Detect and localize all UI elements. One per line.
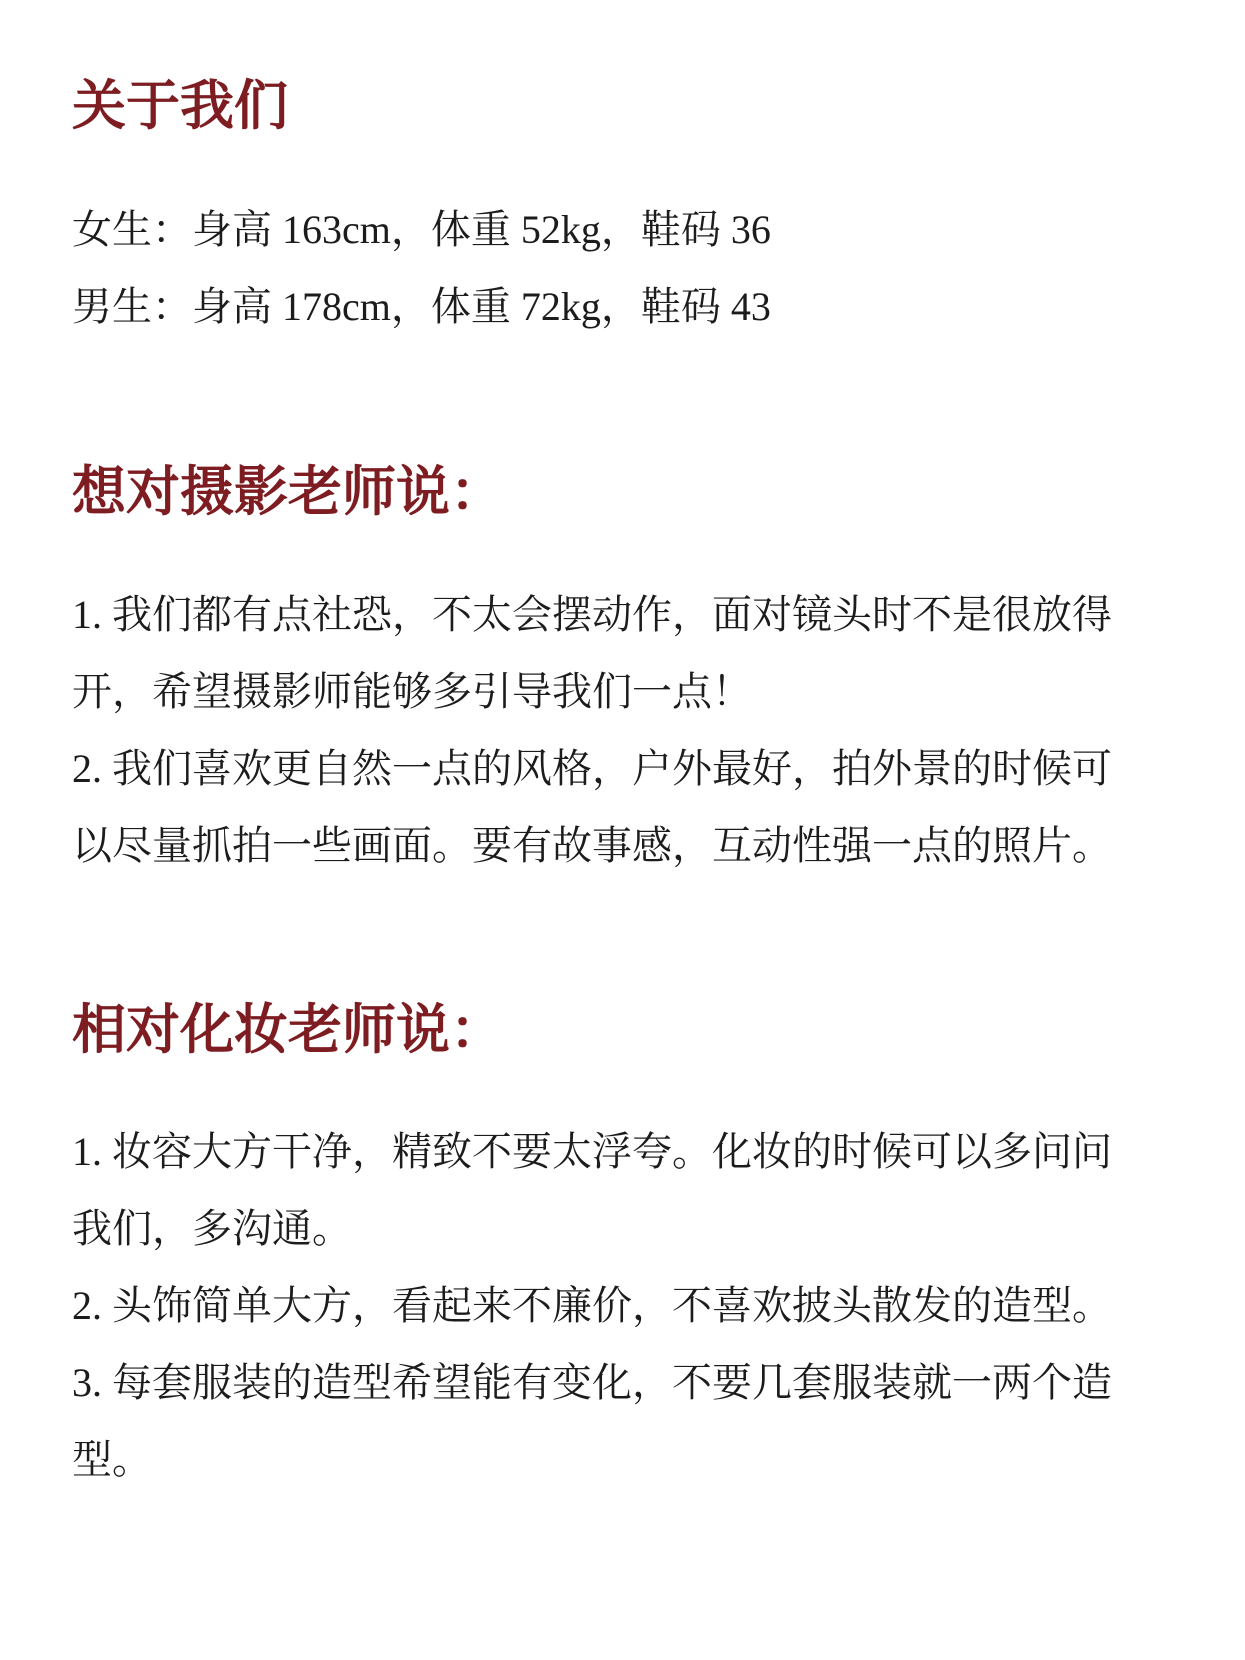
photographer-line: 1. 我们都有点社恐，不太会摆动作，面对镜头时不是很放得	[72, 592, 1112, 637]
makeup-line: 我们，多沟通。	[72, 1206, 352, 1251]
photographer-line: 2. 我们喜欢更自然一点的风格，户外最好，拍外景的时候可	[72, 746, 1112, 791]
photographer-line: 以尽量抓拍一些画面。要有故事感，互动性强一点的照片。	[72, 823, 1112, 868]
female-info: 女生：身高 163cm，体重 52kg，鞋码 36	[72, 207, 771, 252]
makeup-line: 2. 头饰简单大方，看起来不廉价，不喜欢披头散发的造型。	[72, 1283, 1112, 1328]
makeup-line: 1. 妆容大方干净，精致不要太浮夸。化妆的时候可以多问问	[72, 1129, 1112, 1174]
male-info: 男生：身高 178cm，体重 72kg，鞋码 43	[72, 284, 771, 329]
makeup-line: 3. 每套服装的造型希望能有变化，不要几套服装就一两个造	[72, 1360, 1112, 1405]
makeup-heading: 相对化妆老师说：	[72, 998, 504, 1061]
photographer-heading: 想对摄影老师说：	[72, 460, 504, 523]
about-heading: 关于我们	[72, 74, 288, 137]
photographer-line: 开，希望摄影师能够多引导我们一点！	[72, 669, 752, 714]
makeup-line: 型。	[72, 1437, 152, 1482]
